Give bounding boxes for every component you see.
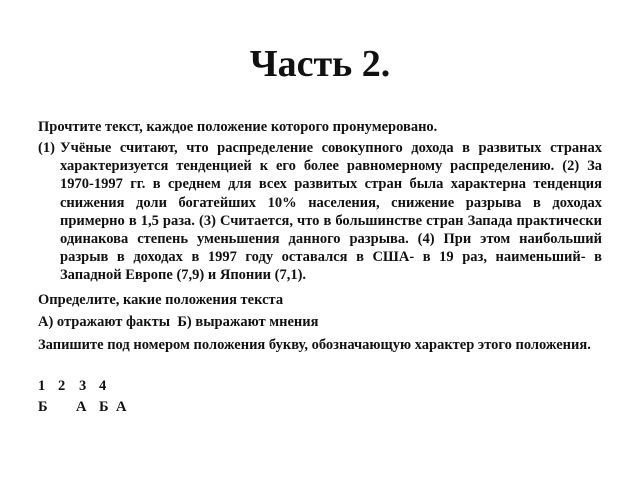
task-text: Запишите под номером положения букву, обозначающую характер этого положения. [38, 337, 591, 353]
page-title: Часть 2. [249, 43, 391, 85]
question-text: Определите, какие положения текста [38, 292, 284, 308]
answer-letter: Б [38, 399, 48, 415]
answer-number: 2 [58, 378, 66, 394]
options-text: А) отражают факты Б) выражают мнения [38, 314, 319, 330]
answer-letter: А [116, 399, 127, 415]
instruction-text: Прочтите текст, каждое положение которого пронумеровано. [38, 119, 438, 135]
answer-number: 3 [79, 378, 87, 394]
answer-number: 4 [99, 378, 107, 394]
answer-number: 1 [38, 378, 46, 394]
statements-text: Учёные считают, что распределение совокупного дохода в развитых странах характеризуется тенденцией к его более равномерному распределению. (2) За 1970-1997 гг. в среднем для всех развитых стран была характерна тенденция снижения доли богатейших 10% населения, снижение разрыва в доходах примерно в 1,5 раза. (3) Считается, что в большинстве стран Запада практически одинакова степень уменьшения данного разрыва. (4) При этом наибольший разрыв в доходах в 1997 году оставался в США- в 19 раз, наименьший- в Западной Европе (7,9) и Японии (7,1). [60, 140, 602, 284]
answer-letter: Б [99, 399, 109, 415]
item-number: (1) [38, 140, 55, 156]
answer-letter: А [76, 399, 87, 415]
numbered-statements [38, 139, 602, 285]
